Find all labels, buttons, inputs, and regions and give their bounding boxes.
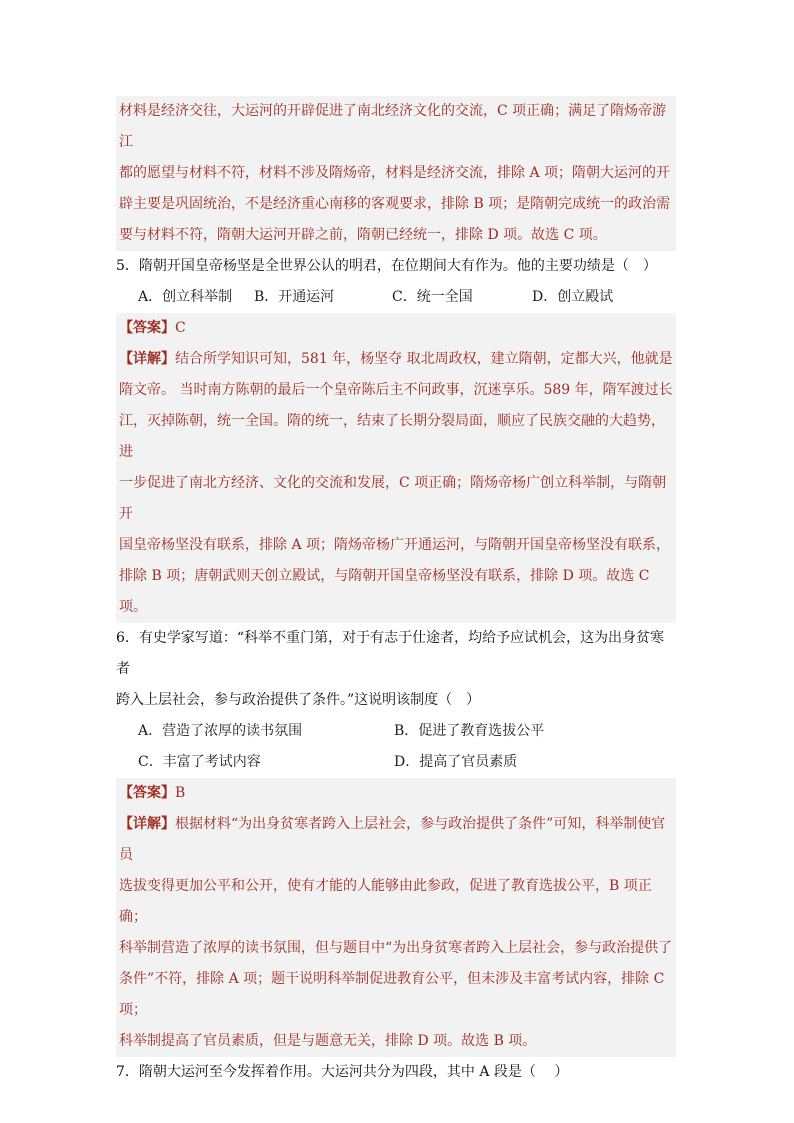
question-6-options-row [116,747,676,778]
explanation-block-q4 [116,96,676,251]
text-line: 科举制营造了浓厚的读书氛围，但与题目中“为出身贫寒者跨入上层社会，参与政治提供了 [119,940,673,956]
detail-line [119,809,676,871]
question-5-stem: 5．隋朝开国皇帝杨坚是全世界公认的明君，在位期间大有作为。他的主要功绩是（ ） [116,258,657,274]
question-6-stem-line: 跨入上层社会，参与政治提供了条件。”这说明该制度（ ） [116,692,481,708]
text-line: 科举制提高了官员素质，但是与题意无关，排除 D 项。故选 B 项。 [119,1033,537,1049]
option-c: C．丰富了考试内容 [138,754,261,770]
detail-text: 结合所学知识可知，581 年，杨坚夺 取北周政权，建立隋朝，定都大兴，他就是 [175,351,673,367]
option-a: A．创立科举制 [138,289,233,305]
answer-label: 【答案】 [119,320,175,336]
text-line: 都的愿望与材料不符，材料不涉及隋炀帝，材料是经济交流，排除 A 项；隋朝大运河的开 [119,165,671,181]
text-line: 条件”不符，排除 A 项；题干说明科举制促进教育公平，但未涉及丰富考试内容，排除 C 项； [119,971,665,1018]
answer-label: 【答案】 [119,785,175,801]
text-line: 要与材料不符，隋朝大运河开辟之前，隋朝已经统一，排除 D 项。故选 C 项。 [119,227,607,243]
text-line: 选拔变得更加公平和公开，使有才能的人能够由此参政，促进了教育选拔公平，B 项正确； [119,878,652,925]
answer-value: C [175,320,186,336]
option-d: D．创立殿试 [532,289,614,305]
option-c: C．统一全国 [392,289,473,305]
text-line: 排除 B 项；唐朝武则天创立殿试，与隋朝开国皇帝杨坚没有联系，排除 D 项。故选 C 项。 [119,568,650,615]
detail-text: 根据材料“为出身贫寒者跨入上层社会，参与政治提供了条件”可知，科举制使官员 [119,816,666,863]
option-d: D．提高了官员素质 [394,754,518,770]
option-b: B．开通运河 [254,289,335,305]
answer-block-q5 [116,313,676,623]
question-6-stem-line: 6．有史学家写道：“科举不重门第，对于有志于仕途者，均给予应试机会，这为出身贫寒者 [116,630,665,677]
detail-line [119,344,676,375]
option-b: B．促进了教育选拔公平 [394,723,545,739]
detail-label: 【详解】 [119,816,175,832]
text-line: 隋文帝。 当时南方陈朝的最后一个皇帝陈后主不问政事，沉迷享乐。589 年，隋军渡过长 [119,382,673,398]
question-5-options [116,282,676,313]
text-line: 辟主要是巩固统治，不是经济重心南移的客观要求，排除 B 项；是隋朝完成统一的政治需 [119,196,671,212]
detail-label: 【详解】 [119,351,175,367]
answer-value: B [175,785,186,801]
answer-line [119,778,676,809]
answer-line [119,313,676,344]
text-line: 江，灭掉陈朝，统一全国。隋的统一，结束了长期分裂局面，顺应了民族交融的大趋势，进 [119,413,665,460]
option-a: A．营造了浓厚的读书氛围 [138,723,303,739]
text-line: 国皇帝杨坚没有联系，排除 A 项；隋炀帝杨广开通运河，与隋朝开国皇帝杨坚没有联系， [119,537,671,553]
text-line: 一步促进了南北方经济、文化的交流和发展，C 项正确；隋炀帝杨广创立科举制，与隋朝开 [119,475,667,522]
question-6-options-row [116,716,676,747]
question-7-stem: 7．隋朝大运河至今发挥着作用。大运河共分为四段，其中 A 段是（ ） [116,1064,569,1080]
answer-block-q6 [116,778,676,1057]
text-line: 材料是经济交往，大运河的开辟促进了南北经济文化的交流，C 项正确；满足了隋炀帝游江 [119,103,667,150]
document-page [116,96,676,1088]
